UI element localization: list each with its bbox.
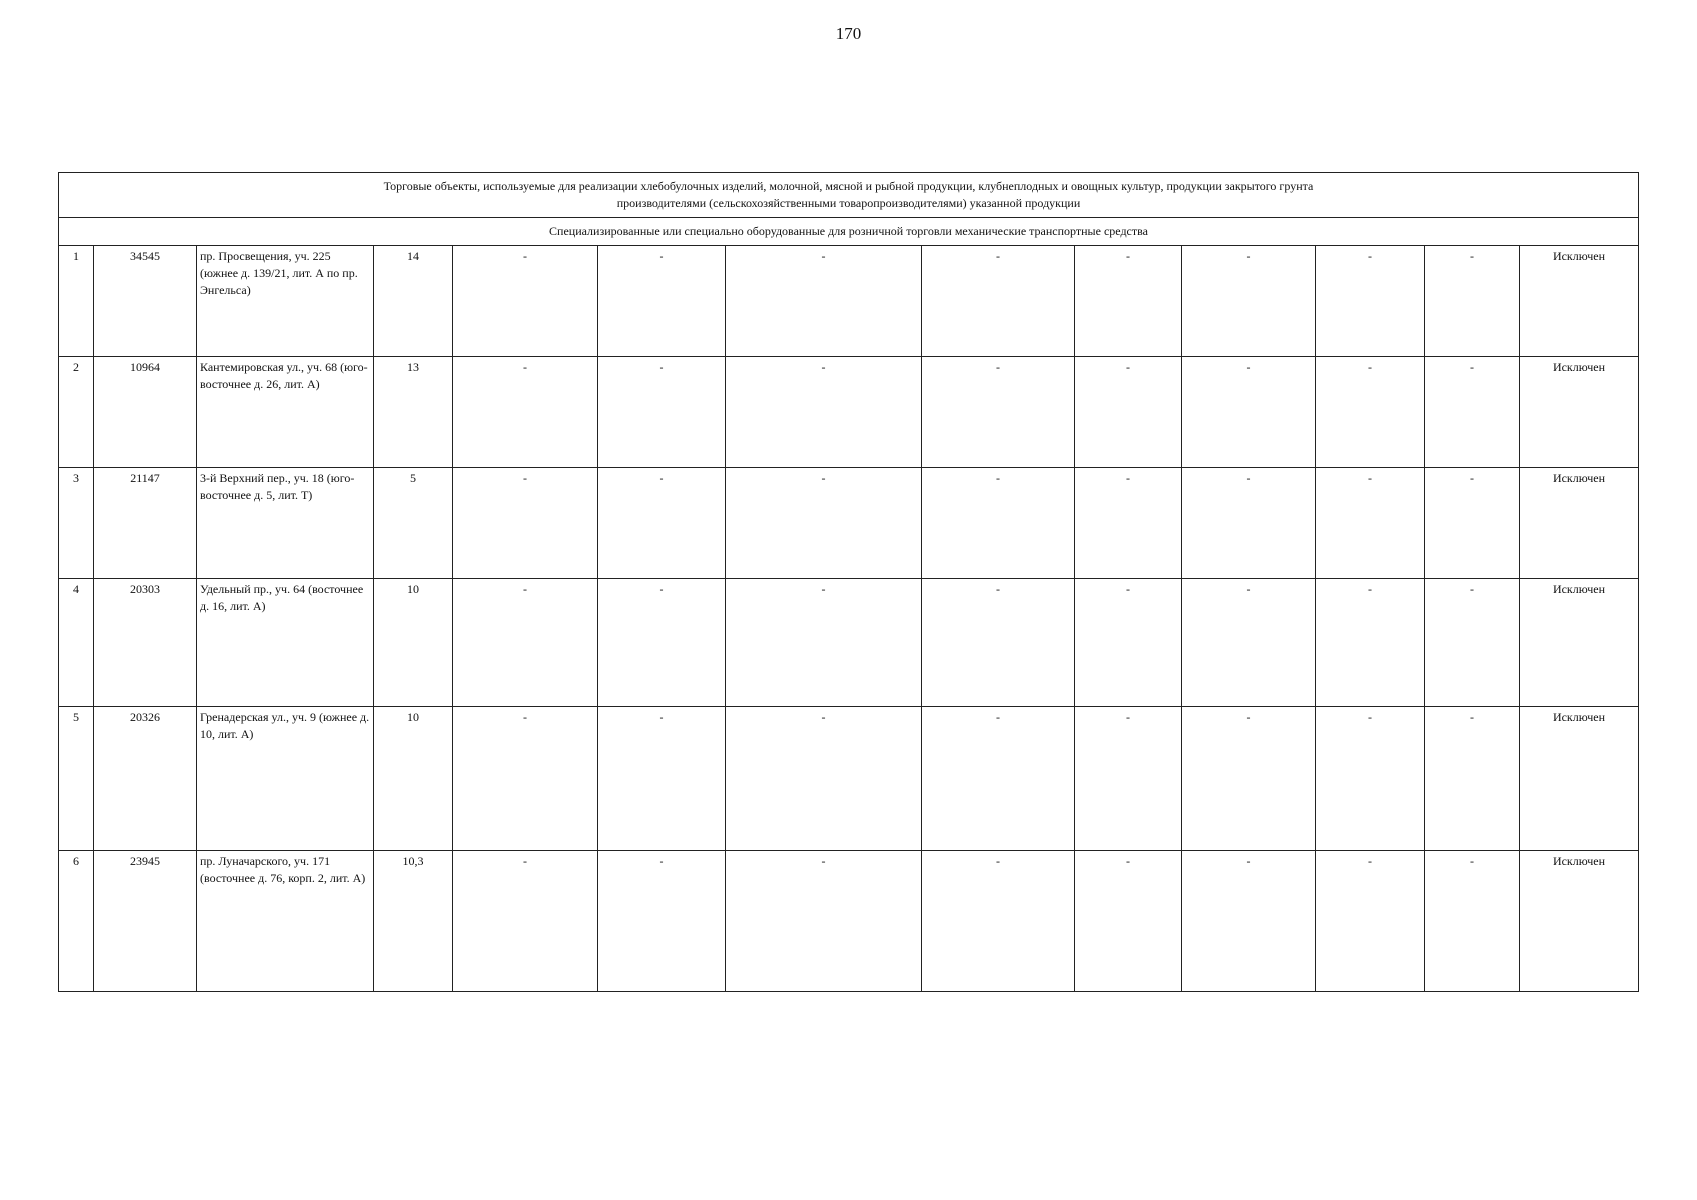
object-id: 23945 [94, 851, 197, 992]
object-address: Удельный пр., уч. 64 (восточнее д. 16, лит. А) [197, 579, 374, 707]
object-area: 10 [374, 707, 453, 851]
cell-col5: - [453, 579, 598, 707]
cell-col5: - [453, 468, 598, 579]
cell-col12: - [1425, 579, 1520, 707]
object-area: 10 [374, 579, 453, 707]
trade-objects-table [58, 172, 1639, 992]
cell-col9: - [1075, 851, 1182, 992]
cell-col10: - [1182, 468, 1316, 579]
cell-col12: - [1425, 246, 1520, 357]
table-row [59, 246, 1639, 357]
cell-col12: - [1425, 357, 1520, 468]
section-header-line2: производителями (сельскохозяйственными товаропроизводителями) указанной продукции [616, 196, 1081, 210]
object-status: Исключен [1520, 246, 1639, 357]
object-address: 3-й Верхний пер., уч. 18 (юго-восточнее д. 5, лит. Т) [197, 468, 374, 579]
row-number: 3 [59, 468, 94, 579]
object-area: 14 [374, 246, 453, 357]
object-id: 10964 [94, 357, 197, 468]
section-header [59, 173, 1639, 218]
object-address: пр. Просвещения, уч. 225 (южнее д. 139/21, лит. А по пр. Энгельса) [197, 246, 374, 357]
row-number: 1 [59, 246, 94, 357]
cell-col12: - [1425, 851, 1520, 992]
object-id: 21147 [94, 468, 197, 579]
row-number: 5 [59, 707, 94, 851]
table-row [59, 851, 1639, 992]
object-area: 10,3 [374, 851, 453, 992]
cell-col8: - [922, 246, 1075, 357]
cell-col6: - [598, 357, 726, 468]
row-number: 2 [59, 357, 94, 468]
cell-col8: - [922, 468, 1075, 579]
table-row [59, 357, 1639, 468]
cell-col8: - [922, 851, 1075, 992]
cell-col6: - [598, 246, 726, 357]
cell-col5: - [453, 851, 598, 992]
object-area: 13 [374, 357, 453, 468]
cell-col12: - [1425, 707, 1520, 851]
subsection-header [59, 218, 1639, 246]
cell-col6: - [598, 707, 726, 851]
cell-col7: - [726, 246, 922, 357]
cell-col11: - [1316, 357, 1425, 468]
object-status: Исключен [1520, 357, 1639, 468]
subsection-header-text: Специализированные или специально оборудованные для розничной торговли механические транспортные средства [549, 224, 1148, 238]
cell-col6: - [598, 579, 726, 707]
cell-col7: - [726, 468, 922, 579]
cell-col8: - [922, 579, 1075, 707]
object-status: Исключен [1520, 579, 1639, 707]
cell-col7: - [726, 707, 922, 851]
object-address: пр. Луначарского, уч. 171 (восточнее д. 76, корп. 2, лит. А) [197, 851, 374, 992]
cell-col12: - [1425, 468, 1520, 579]
cell-col5: - [453, 246, 598, 357]
page-number: 170 [835, 24, 862, 43]
object-address: Гренадерская ул., уч. 9 (южнее д. 10, лит. А) [197, 707, 374, 851]
table-row [59, 707, 1639, 851]
cell-col6: - [598, 468, 726, 579]
cell-col10: - [1182, 357, 1316, 468]
object-status: Исключен [1520, 468, 1639, 579]
cell-col9: - [1075, 707, 1182, 851]
cell-col9: - [1075, 357, 1182, 468]
cell-col10: - [1182, 246, 1316, 357]
row-number: 4 [59, 579, 94, 707]
cell-col11: - [1316, 707, 1425, 851]
subsection-header-row [59, 218, 1639, 246]
cell-col11: - [1316, 468, 1425, 579]
object-status: Исключен [1520, 851, 1639, 992]
cell-col5: - [453, 707, 598, 851]
cell-col10: - [1182, 851, 1316, 992]
cell-col8: - [922, 357, 1075, 468]
cell-col11: - [1316, 246, 1425, 357]
table-row [59, 579, 1639, 707]
cell-col10: - [1182, 707, 1316, 851]
object-status: Исключен [1520, 707, 1639, 851]
cell-col9: - [1075, 246, 1182, 357]
cell-col8: - [922, 707, 1075, 851]
cell-col10: - [1182, 579, 1316, 707]
object-id: 20303 [94, 579, 197, 707]
cell-col6: - [598, 851, 726, 992]
cell-col7: - [726, 851, 922, 992]
cell-col7: - [726, 357, 922, 468]
row-number: 6 [59, 851, 94, 992]
table-row [59, 468, 1639, 579]
cell-col7: - [726, 579, 922, 707]
object-id: 20326 [94, 707, 197, 851]
section-header-line1: Торговые объекты, используемые для реализации хлебобулочных изделий, молочной, мясной и рыбной продукции, клубнеплодных и овощных культур, продукции закрытого грунта [383, 179, 1314, 193]
cell-col11: - [1316, 851, 1425, 992]
cell-col9: - [1075, 468, 1182, 579]
object-id: 34545 [94, 246, 197, 357]
object-area: 5 [374, 468, 453, 579]
cell-col9: - [1075, 579, 1182, 707]
section-header-row [59, 173, 1639, 218]
object-address: Кантемировская ул., уч. 68 (юго-восточнее д. 26, лит. А) [197, 357, 374, 468]
cell-col11: - [1316, 579, 1425, 707]
cell-col5: - [453, 357, 598, 468]
